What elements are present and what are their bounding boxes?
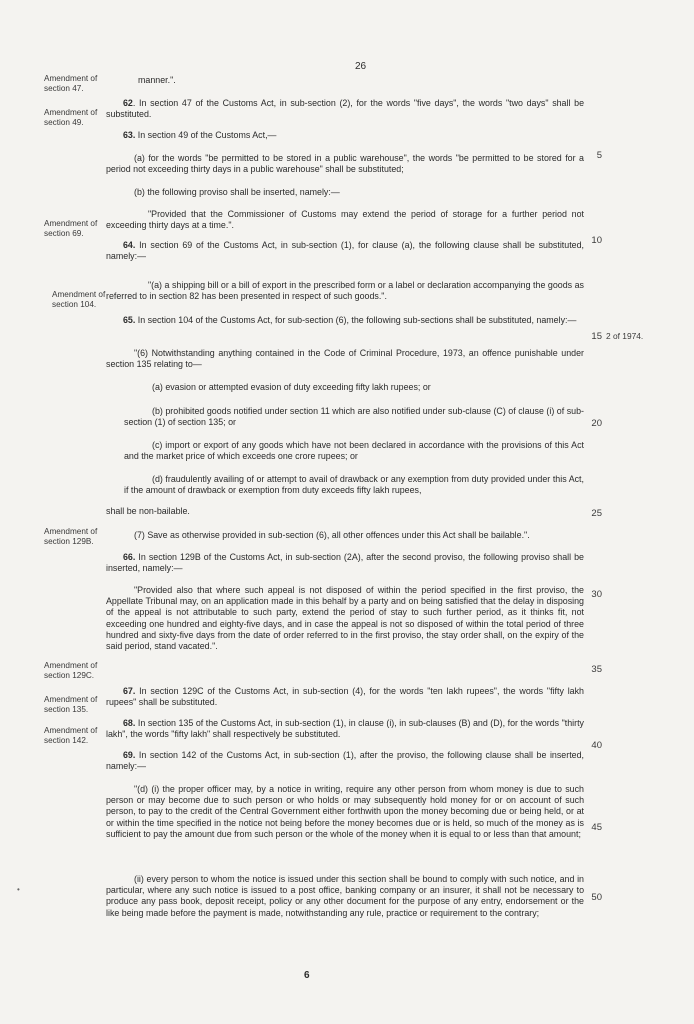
margin-note-section-135: Amendment of section 135. xyxy=(44,695,98,714)
section-number: 67. xyxy=(123,686,136,696)
section-number: 64. xyxy=(123,240,136,250)
section-text: In section 135 of the Customs Act, in sub-section (1), in clause (i), in sub-clauses (B) and (D), for the words "thirty lakh", the words "fifty lakh" shall respectively be substituted. xyxy=(106,718,584,740)
non-bailable-line: shall be non-bailable. xyxy=(106,506,190,516)
subsection-7: (7) Save as otherwise provided in sub-section (6), all other offences under this Act shall be bailable.". xyxy=(134,530,530,540)
line-number: 5 xyxy=(596,150,602,161)
margin-note-section-129c: Amendment of section 129C. xyxy=(44,661,98,680)
margin-note-section-69: Amendment of section 69. xyxy=(44,219,98,238)
subsection-6: "(6) Notwithstanding anything contained in the Code of Criminal Procedure, 1973, an offence punishable under section 135 relating to— xyxy=(106,348,584,370)
section-62 xyxy=(106,98,584,120)
section-number: 63. xyxy=(123,130,136,140)
proviso-section-129b: "Provided also that where such appeal is not disposed of within the period specified in the first proviso, the Appellate Tribunal may, on an application made in this behalf by a party and on being satisfied that the delay in disposing of the appeal is not attributable to such party, extend the period of stay to such further period, as it thinks fit, not exceeding one hundred and eighty-five days, and in case the appeal is not so disposed of within the total period of three hundred and sixty-five days from the date of order referred to in the first proviso, the stay order shall, on the expiry of the said period, stand vacated.". xyxy=(106,585,584,652)
section-69 xyxy=(106,750,584,772)
line-number: 50 xyxy=(591,892,602,903)
section-text: In section 142 of the Customs Act, in sub-section (1), after the proviso, the following clause shall be inserted, namely:— xyxy=(106,750,584,772)
section-68 xyxy=(106,718,584,740)
subclause-b: (b) prohibited goods notified under section 11 which are also notified under sub-clause (C) of clause (i) of sub-section (1) of section 135; or xyxy=(124,406,584,428)
margin-note-section-142: Amendment of section 142. xyxy=(44,726,98,745)
line-number: 20 xyxy=(591,418,602,429)
line-number: 35 xyxy=(591,664,602,675)
page-number-top: 26 xyxy=(355,61,367,72)
line-number: 25 xyxy=(591,508,602,519)
margin-note-section-47: Amendment of section 47. xyxy=(44,74,98,93)
paragraph-closing-quote: manner.". xyxy=(138,75,176,85)
section-text: In section 69 of the Customs Act, in sub-section (1), for clause (a), the following clause shall be substituted, namely:— xyxy=(106,240,584,262)
margin-note-section-49: Amendment of section 49. xyxy=(44,108,98,127)
clause-b: (b) the following proviso shall be inserted, namely:— xyxy=(134,187,340,197)
section-65 xyxy=(106,315,584,326)
section-66 xyxy=(106,552,584,574)
line-number: 40 xyxy=(591,740,602,751)
clause-a: (a) for the words "be permitted to be stored in a public warehouse", the words "be permitted to be stored for a period not exceeding thirty days in a public warehouse" shall be substituted; xyxy=(106,153,584,175)
line-number: 15 xyxy=(591,331,602,342)
section-text: In section 104 of the Customs Act, for sub-section (6), the following sub-sections shall be substituted, namely:— xyxy=(135,315,577,325)
margin-reference: 2 of 1974. xyxy=(606,331,644,341)
clause-d-i: "(d) (i) the proper officer may, by a notice in writing, require any other person from whom money is due to such person or may become due to such person or who holds or may subsequently hold money for or on account of such person, to pay to the credit of the Central Government either forthwith upon the money becoming due or being held, or at or within the time specified in the notice not being before the money becomes due or is held, so much of the money as is sufficient to pay the amount due from such person or the whole of the money when it is equal to or less than that amount; xyxy=(106,784,584,839)
subclause-c: (c) import or export of any goods which have not been declared in accordance with the provisions of this Act and the market price of which exceeds one crore rupees; or xyxy=(124,440,584,462)
line-number: 10 xyxy=(591,235,602,246)
section-number: 62 xyxy=(123,98,133,108)
section-text: In section 129B of the Customs Act, in sub-section (2A), after the second proviso, the following proviso shall be inserted, namely:— xyxy=(106,552,584,574)
section-number: 66. xyxy=(123,552,136,562)
subclause-d: (d) fraudulently availing of or attempt to avail of drawback or any exemption from duty provided under this Act, if the amount of drawback or exemption from duty exceeds fifty lakh rupees, xyxy=(124,474,584,496)
section-67 xyxy=(106,686,584,708)
section-number: 65. xyxy=(123,315,136,325)
section-63 xyxy=(106,130,584,141)
line-number: 30 xyxy=(591,589,602,600)
margin-note-section-104: Amendment of section 104. xyxy=(52,290,106,309)
subclause-a: (a) evasion or attempted evasion of duty exceeding fifty lakh rupees; or xyxy=(152,382,431,392)
section-text: . In section 47 of the Customs Act, in sub-section (2), for the words "five days", the words "two days" shall be substituted. xyxy=(106,98,584,120)
section-64 xyxy=(106,240,584,262)
clause-d-ii: (ii) every person to whom the notice is issued under this section shall be bound to comply with such notice, and in particular, where any such notice is issued to a post office, banking company or an insurer, it shall not be necessary to produce any pass book, deposit receipt, policy or any other document for the purpose of any entry, endorsement or the like being made before the payment is made, notwithstanding any rule, practice or requirement to the contrary; xyxy=(106,874,584,918)
section-number: 68. xyxy=(123,718,136,728)
line-number: 45 xyxy=(591,822,602,833)
section-number: 69. xyxy=(123,750,136,760)
margin-note-section-129b: Amendment of section 129B. xyxy=(44,527,98,546)
scan-speck: • xyxy=(17,885,20,894)
clause-a-section-69: "(a) a shipping bill or a bill of export in the prescribed form or a label or declaration accompanying the goods as referred to in section 82 has been presented in respect of such goods.". xyxy=(106,280,584,302)
section-text: In section 129C of the Customs Act, in sub-section (4), for the words "ten lakh rupees", the words "fifty lakh rupees" shall be substituted. xyxy=(106,686,584,708)
page-number-bottom: 6 xyxy=(304,970,310,981)
proviso-section-49: "Provided that the Commissioner of Customs may extend the period of storage for a further period not exceeding thirty days at a time.". xyxy=(106,209,584,231)
section-text: In section 49 of the Customs Act,— xyxy=(135,130,277,140)
